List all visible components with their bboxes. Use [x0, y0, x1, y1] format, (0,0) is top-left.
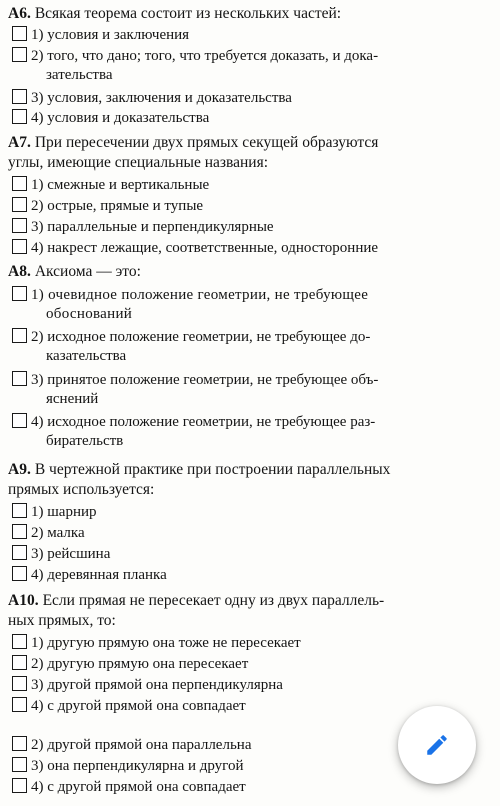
- answer-option[interactable]: [12, 676, 492, 695]
- checkbox[interactable]: [12, 778, 27, 793]
- checkbox[interactable]: [12, 26, 27, 41]
- answer-option[interactable]: [12, 524, 492, 543]
- question-text: углы, имеющие специальные названия:: [8, 154, 269, 171]
- checkbox[interactable]: [12, 197, 27, 212]
- checkbox[interactable]: [12, 218, 27, 233]
- option-text: 1) шарнир: [31, 504, 97, 520]
- answer-option[interactable]: [12, 286, 492, 322]
- question-text: В чертежной практике при построении параллельных: [34, 461, 391, 478]
- checkbox[interactable]: [12, 47, 27, 62]
- answer-option[interactable]: [12, 655, 492, 674]
- checkbox[interactable]: [12, 757, 27, 772]
- checkbox[interactable]: [12, 413, 27, 428]
- checkbox[interactable]: [12, 566, 27, 581]
- checkbox[interactable]: [12, 634, 27, 649]
- question-a8: [8, 262, 494, 282]
- question-text: При пересечении двух прямых секущей образуются: [34, 134, 379, 151]
- checkbox[interactable]: [12, 697, 27, 712]
- question-text: ных прямых, то:: [8, 612, 116, 629]
- question-number: А10.: [8, 592, 39, 609]
- option-text: 1) другую прямую она тоже не пересекает: [31, 635, 301, 651]
- question-number: А8.: [8, 263, 31, 280]
- question-a10: [8, 591, 494, 611]
- option-text: 4) исходное положение геометрии, не требующее раз-: [31, 414, 376, 430]
- option-text-continuation: бирательств: [46, 433, 124, 449]
- answer-option[interactable]: [12, 566, 492, 585]
- option-text: 4) накрест лежащие, соответственные, односторонние: [31, 240, 379, 256]
- option-text-continuation: обоснований: [46, 306, 133, 322]
- answer-option[interactable]: [12, 413, 492, 449]
- checkbox[interactable]: [12, 109, 27, 124]
- option-text: 4) с другой прямой она совпадает: [31, 698, 246, 714]
- checkbox[interactable]: [12, 328, 27, 343]
- option-text: 3) принятое положение геометрии, не требующее объ-: [31, 372, 379, 388]
- option-text: 3) параллельные и перпендикулярные: [31, 219, 274, 235]
- answer-option[interactable]: [12, 371, 492, 407]
- question-number: А6.: [8, 5, 31, 22]
- answer-option[interactable]: [12, 109, 492, 128]
- question-text: Если прямая не пересекает одну из двух параллель-: [42, 592, 385, 609]
- option-text: 2) другую прямую она пересекает: [31, 656, 249, 672]
- option-text: 2) малка: [31, 525, 85, 541]
- option-text: 2) острые, прямые и тупые: [31, 198, 204, 214]
- option-text: 2) того, что дано; того, что требуется доказать, и дока-: [31, 48, 379, 64]
- option-text-continuation: яснений: [46, 391, 99, 407]
- question-a9-line2: [8, 480, 494, 500]
- answer-option[interactable]: [12, 176, 492, 195]
- checkbox[interactable]: [12, 286, 27, 301]
- option-text: 2) другой прямой она параллельна: [31, 737, 252, 753]
- option-text: 3) другой прямой она перпендикулярна: [31, 677, 283, 693]
- answer-option[interactable]: [12, 328, 492, 364]
- answer-option[interactable]: [12, 89, 492, 108]
- question-a10-line2: [8, 611, 494, 631]
- option-text: 4) с другой прямой она совпадает: [31, 779, 246, 795]
- answer-option[interactable]: [12, 197, 492, 216]
- answer-option[interactable]: [12, 239, 492, 258]
- question-text: Аксиома — это:: [34, 263, 141, 280]
- question-number: А9.: [8, 461, 31, 478]
- option-text: 1) условия и заключения: [31, 27, 190, 43]
- option-text: 3) условия, заключения и доказательства: [31, 90, 292, 106]
- checkbox[interactable]: [12, 736, 27, 751]
- option-text-continuation: зательства: [46, 67, 113, 83]
- checkbox[interactable]: [12, 176, 27, 191]
- option-text: 3) она перпендикулярна и другой: [31, 758, 244, 774]
- option-text: 1) смежные и вертикальные: [31, 177, 210, 193]
- answer-option[interactable]: [12, 778, 492, 797]
- checkbox[interactable]: [12, 89, 27, 104]
- checkbox[interactable]: [12, 371, 27, 386]
- answer-option[interactable]: [12, 26, 492, 45]
- answer-option[interactable]: [12, 47, 492, 83]
- checkbox[interactable]: [12, 676, 27, 691]
- checkbox[interactable]: [12, 239, 27, 254]
- checkbox[interactable]: [12, 545, 27, 560]
- answer-option[interactable]: [12, 634, 492, 653]
- question-text: Всякая теорема состоит из нескольких частей:: [34, 5, 342, 22]
- option-text: 1) очевидное положение геометрии, не требующее: [31, 287, 369, 303]
- answer-option[interactable]: [12, 503, 492, 522]
- edit-button[interactable]: [398, 706, 476, 784]
- checkbox[interactable]: [12, 503, 27, 518]
- question-number: А7.: [8, 134, 31, 151]
- answer-option[interactable]: [12, 218, 492, 237]
- question-text: прямых используется:: [8, 481, 155, 498]
- question-a7: [8, 133, 494, 153]
- option-text-continuation: казательства: [46, 348, 127, 364]
- question-a9: [8, 460, 494, 480]
- option-text: 4) условия и доказательства: [31, 110, 210, 126]
- pencil-edit-icon: [424, 732, 450, 758]
- checkbox[interactable]: [12, 655, 27, 670]
- question-a6: [8, 4, 494, 24]
- option-text: 2) исходное положение геометрии, не требующее до-: [31, 329, 371, 345]
- option-text: 3) рейсшина: [31, 546, 111, 562]
- checkbox[interactable]: [12, 524, 27, 539]
- option-text: 4) деревянная планка: [31, 567, 167, 583]
- answer-option[interactable]: [12, 545, 492, 564]
- question-a7-line2: [8, 153, 494, 173]
